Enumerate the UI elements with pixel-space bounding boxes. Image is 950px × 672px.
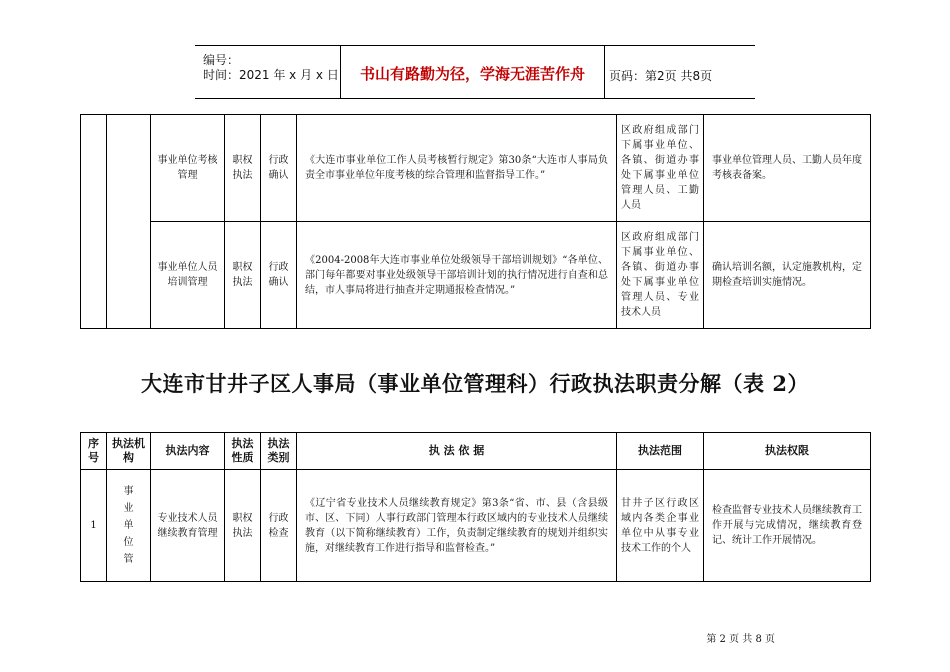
document-id-label: 编号：	[203, 53, 240, 67]
nature-cell: 职权执法	[225, 222, 261, 329]
content-cell: 事业单位考核管理	[151, 115, 225, 222]
nature-cell: 职权执法	[225, 115, 261, 222]
nature-cell: 职权执法	[225, 470, 261, 582]
basis-cell: 《大连市事业单位工作人员考核暂行规定》第30条“大连市人事局负责全市事业单位年度考核的综合管理和监督指导工作。”	[297, 115, 617, 222]
category-cell: 行政确认	[261, 115, 297, 222]
category-cell: 行政确认	[261, 222, 297, 329]
authority-cell: 检查监督专业技术人员继续教育工作开展与完成情况，继续教育登记、统计工作开展情况。	[704, 470, 871, 582]
duty-table-continued	[80, 114, 871, 329]
header-content: 执法内容	[151, 433, 225, 470]
header-basis: 执 法 依 据	[297, 433, 617, 470]
table-row	[81, 222, 871, 329]
scope-cell: 甘井子区行政区域内各类企事业单位中从事专业技术工作的个人	[617, 470, 704, 582]
content-cell: 专业技术人员继续教育管理	[151, 470, 225, 582]
seq-cell	[81, 115, 107, 329]
org-cell: 事业单位管	[107, 470, 151, 582]
header-divider	[604, 45, 605, 99]
authority-cell: 事业单位管理人员、工勤人员年度考核表备案。	[704, 115, 871, 222]
header-seq: 序号	[81, 433, 107, 470]
page-footer	[0, 630, 950, 645]
section-title: 大连市甘井子区人事局（事业单位管理科）行政执法职责分解（表 2）	[141, 371, 809, 396]
document-header	[195, 45, 755, 99]
header-category: 执法类别	[261, 433, 297, 470]
page-number-label: 页码：第2页 共8页	[609, 69, 713, 83]
basis-cell: 《辽宁省专业技术人员继续教育规定》第3条“省、市、县（含县级市、区、下同）人事行政部门管理本行政区域内的专业技术人员继续教育（以下简称继续教育）工作，负责制定继续教育的规划并组织实施，对继续教育工作进行指导和监督检查。”	[297, 470, 617, 582]
footer-page-number: 第 2 页 共 8 页	[706, 634, 775, 645]
header-bottom-rule	[195, 98, 755, 99]
motto-text: 书山有路勤为径，学海无涯苦作舟	[359, 65, 585, 83]
document-time-label: 时间：2021 年 x 月 x 日	[203, 68, 339, 82]
header-nature: 执法性质	[225, 433, 261, 470]
category-cell: 行政检查	[261, 470, 297, 582]
seq-cell: 1	[81, 470, 107, 582]
header-top-rule	[195, 45, 755, 46]
org-cell	[107, 115, 151, 329]
table-row	[81, 115, 871, 222]
scope-cell: 区政府组成部门下属事业单位、各镇、街道办事处下属事业单位管理人员、工勤人员	[617, 115, 704, 222]
content-cell: 事业单位人员培训管理	[151, 222, 225, 329]
table-header-row	[81, 433, 871, 470]
authority-cell: 确认培训名额，认定施教机构，定期检查培训实施情况。	[704, 222, 871, 329]
basis-cell: 《2004-2008年大连市事业单位处级领导干部培训规划》“各单位、部门每年都要对事业处级领导干部培训计划的执行情况进行自查和总结，市人事局将进行抽查并定期通报检查情况。”	[297, 222, 617, 329]
header-scope: 执法范围	[617, 433, 704, 470]
header-authority: 执法权限	[704, 433, 871, 470]
duty-table-2	[80, 432, 871, 582]
header-org: 执法机构	[107, 433, 151, 470]
table-row	[81, 470, 871, 582]
scope-cell: 区政府组成部门下属事业单位、各镇、街道办事处下属事业单位管理人员、专业技术人员	[617, 222, 704, 329]
